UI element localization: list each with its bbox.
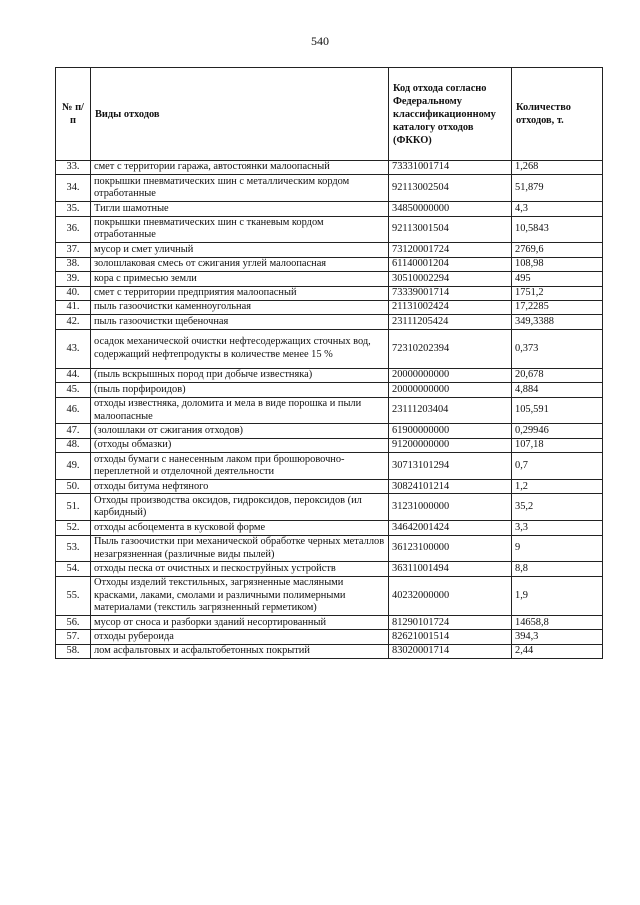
waste-code: 31231000000 [389, 494, 512, 521]
table-row [56, 243, 603, 257]
waste-name: отходы песка от очистных и пескоструйных устройств [91, 562, 389, 576]
waste-code: 20000000000 [389, 368, 512, 382]
table-row [56, 257, 603, 271]
waste-name: пыль газоочистки каменноугольная [91, 300, 389, 314]
row-number: 43. [56, 329, 91, 368]
waste-code: 36311001494 [389, 562, 512, 576]
waste-code: 40232000000 [389, 576, 512, 615]
waste-quantity: 14658,8 [512, 616, 603, 630]
row-number: 52. [56, 521, 91, 535]
waste-code: 92113002504 [389, 175, 512, 202]
row-number: 54. [56, 562, 91, 576]
waste-code: 73120001724 [389, 243, 512, 257]
waste-code: 73331001714 [389, 161, 512, 175]
waste-code: 34850000000 [389, 202, 512, 216]
row-number: 47. [56, 424, 91, 438]
table-row [56, 315, 603, 329]
waste-name: Пыль газоочистки при механической обработке черных металлов незагрязненная (различные виды пылей) [91, 535, 389, 562]
waste-code: 21131002424 [389, 300, 512, 314]
waste-quantity: 1,2 [512, 480, 603, 494]
table-row [56, 161, 603, 175]
waste-code: 34642001424 [389, 521, 512, 535]
table-header [56, 68, 603, 161]
row-number: 41. [56, 300, 91, 314]
row-number: 57. [56, 630, 91, 644]
waste-quantity: 349,3388 [512, 315, 603, 329]
waste-name: пыль газоочистки щебеночная [91, 315, 389, 329]
waste-name: Тигли шамотные [91, 202, 389, 216]
waste-code: 73339001714 [389, 286, 512, 300]
waste-code: 23111205424 [389, 315, 512, 329]
table-row [56, 424, 603, 438]
table-row [56, 453, 603, 480]
waste-name: отходы известняка, доломита и мела в виде порошка и пыли малоопасные [91, 397, 389, 424]
waste-code: 92113001504 [389, 216, 512, 243]
header-number: № п/п [56, 68, 91, 161]
waste-name: смет с территории гаража, автостоянки малоопасный [91, 161, 389, 175]
table-row [56, 630, 603, 644]
waste-name: Отходы изделий текстильных, загрязненные масляными красками, лаками, смолами и различными полимерными материалами (текстиль загрязненный герметиком) [91, 576, 389, 615]
waste-quantity: 495 [512, 272, 603, 286]
waste-code: 83020001714 [389, 644, 512, 658]
table-row [56, 300, 603, 314]
waste-name: осадок механической очистки нефтесодержащих сточных вод, содержащий нефтепродукты в количестве менее 15 % [91, 329, 389, 368]
waste-quantity: 1,9 [512, 576, 603, 615]
waste-code: 36123100000 [389, 535, 512, 562]
waste-name: мусор от сноса и разборки зданий несортированный [91, 616, 389, 630]
waste-code: 61900000000 [389, 424, 512, 438]
waste-quantity: 35,2 [512, 494, 603, 521]
waste-quantity: 4,3 [512, 202, 603, 216]
row-number: 39. [56, 272, 91, 286]
waste-name: (золошлаки от сжигания отходов) [91, 424, 389, 438]
row-number: 56. [56, 616, 91, 630]
row-number: 37. [56, 243, 91, 257]
row-number: 33. [56, 161, 91, 175]
row-number: 34. [56, 175, 91, 202]
waste-name: (пыль вскрышных пород при добыче известняка) [91, 368, 389, 382]
waste-code: 20000000000 [389, 383, 512, 397]
waste-name: (пыль порфироидов) [91, 383, 389, 397]
waste-name: отходы рубероида [91, 630, 389, 644]
waste-quantity: 107,18 [512, 438, 603, 452]
header-fkko-code: Код отхода согласно Федеральному классификационному каталогу отходов (ФККО) [389, 68, 512, 161]
waste-name: покрышки пневматических шин с металлическим кордом отработанные [91, 175, 389, 202]
header-waste-types: Виды отходов [91, 68, 389, 161]
waste-name: покрышки пневматических шин с тканевым кордом отработанные [91, 216, 389, 243]
waste-code: 82621001514 [389, 630, 512, 644]
waste-name: мусор и смет уличный [91, 243, 389, 257]
waste-quantity: 0,29946 [512, 424, 603, 438]
waste-quantity: 1,268 [512, 161, 603, 175]
waste-name: (отходы обмазки) [91, 438, 389, 452]
waste-quantity: 51,879 [512, 175, 603, 202]
waste-name: смет с территории предприятия малоопасный [91, 286, 389, 300]
table-row [56, 562, 603, 576]
waste-table [55, 67, 603, 659]
row-number: 58. [56, 644, 91, 658]
row-number: 51. [56, 494, 91, 521]
waste-name: отходы битума нефтяного [91, 480, 389, 494]
row-number: 36. [56, 216, 91, 243]
waste-quantity: 8,8 [512, 562, 603, 576]
waste-quantity: 10,5843 [512, 216, 603, 243]
row-number: 44. [56, 368, 91, 382]
waste-name: лом асфальтовых и асфальтобетонных покрытий [91, 644, 389, 658]
waste-quantity: 108,98 [512, 257, 603, 271]
table-row [56, 202, 603, 216]
waste-quantity: 2,44 [512, 644, 603, 658]
row-number: 53. [56, 535, 91, 562]
row-number: 40. [56, 286, 91, 300]
table-body [56, 161, 603, 659]
waste-code: 91200000000 [389, 438, 512, 452]
waste-quantity: 9 [512, 535, 603, 562]
waste-code: 30824101214 [389, 480, 512, 494]
row-number: 46. [56, 397, 91, 424]
row-number: 49. [56, 453, 91, 480]
table-row [56, 616, 603, 630]
row-number: 42. [56, 315, 91, 329]
waste-code: 72310202394 [389, 329, 512, 368]
table-row [56, 175, 603, 202]
waste-quantity: 3,3 [512, 521, 603, 535]
waste-name: Отходы производства оксидов, гидроксидов, пероксидов (ил карбидный) [91, 494, 389, 521]
table-row [56, 383, 603, 397]
table-row [56, 397, 603, 424]
row-number: 45. [56, 383, 91, 397]
table-row [56, 480, 603, 494]
waste-quantity: 1751,2 [512, 286, 603, 300]
table-row [56, 272, 603, 286]
waste-name: отходы асбоцемента в кусковой форме [91, 521, 389, 535]
waste-code: 61140001204 [389, 257, 512, 271]
waste-quantity: 2769,6 [512, 243, 603, 257]
table-row [56, 535, 603, 562]
waste-quantity: 17,2285 [512, 300, 603, 314]
waste-quantity: 4,884 [512, 383, 603, 397]
table-row [56, 438, 603, 452]
waste-name: отходы бумаги с нанесенным лаком при брошюровочно-переплетной и отделочной деятельности [91, 453, 389, 480]
waste-name: кора с примесью земли [91, 272, 389, 286]
table-row [56, 521, 603, 535]
waste-quantity: 20,678 [512, 368, 603, 382]
header-quantity: Количество отходов, т. [512, 68, 603, 161]
table-row [56, 286, 603, 300]
row-number: 38. [56, 257, 91, 271]
table-row [56, 329, 603, 368]
waste-quantity: 0,373 [512, 329, 603, 368]
table-row [56, 644, 603, 658]
page-number: 540 [311, 34, 329, 48]
table-row [56, 368, 603, 382]
waste-code: 30510002294 [389, 272, 512, 286]
waste-quantity: 105,591 [512, 397, 603, 424]
waste-quantity: 0,7 [512, 453, 603, 480]
waste-name: золошлаковая смесь от сжигания углей малоопасная [91, 257, 389, 271]
waste-code: 30713101294 [389, 453, 512, 480]
table-row [56, 216, 603, 243]
row-number: 35. [56, 202, 91, 216]
row-number: 55. [56, 576, 91, 615]
row-number: 48. [56, 438, 91, 452]
table-row [56, 494, 603, 521]
waste-code: 23111203404 [389, 397, 512, 424]
row-number: 50. [56, 480, 91, 494]
waste-quantity: 394,3 [512, 630, 603, 644]
waste-code: 81290101724 [389, 616, 512, 630]
table-row [56, 576, 603, 615]
